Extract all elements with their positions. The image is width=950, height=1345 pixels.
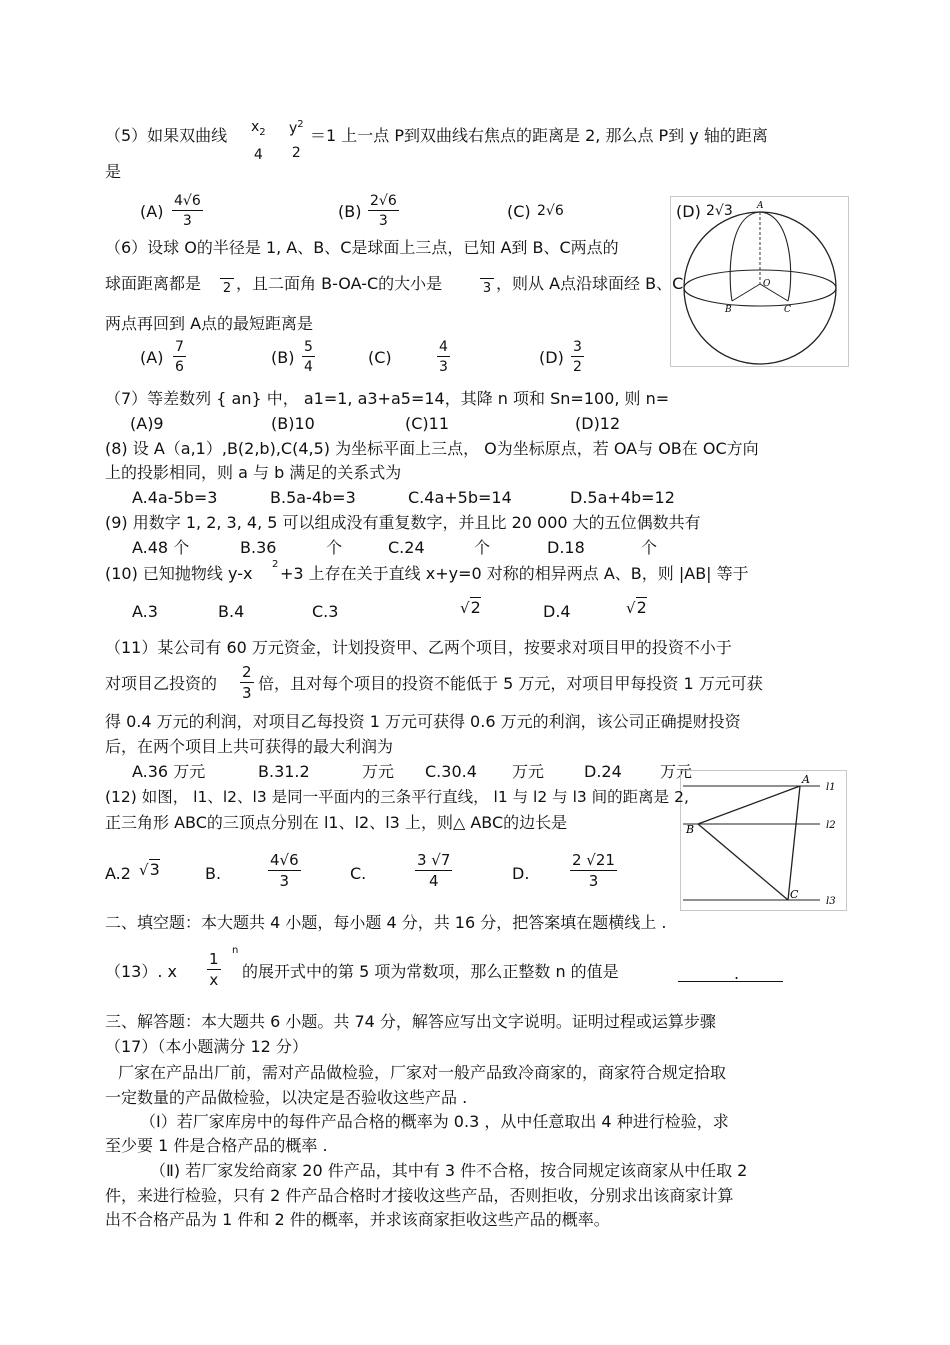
q9-option-a: A.48 个 bbox=[132, 538, 190, 557]
q11-option-b-unit: 万元 bbox=[362, 762, 395, 781]
q7-option-c: (C)11 bbox=[405, 414, 450, 433]
q6-line2b: ，且二面角 B-OA-C的大小是 bbox=[236, 274, 443, 293]
q5-option-d-value: 2√3 bbox=[706, 203, 733, 219]
sphere-equator bbox=[684, 270, 836, 306]
q9-option-b-unit: 个 bbox=[326, 538, 343, 557]
q5-frac-x-sub: 2 bbox=[259, 126, 266, 138]
q11-option-b: B.31.2 bbox=[258, 762, 310, 781]
q10-option-b: B.4 bbox=[218, 602, 245, 621]
label-b: B bbox=[725, 305, 732, 315]
q12-option-d-frac bbox=[570, 853, 617, 889]
q5-stem-a: （5）如果双曲线 bbox=[105, 126, 228, 145]
q9-option-c: C.24 bbox=[388, 538, 425, 557]
q5-option-d-label: (D) bbox=[676, 202, 701, 221]
q11-option-d-unit: 万元 bbox=[660, 762, 693, 781]
label-o: O bbox=[763, 279, 771, 289]
q10-option-c-radical: √2 bbox=[460, 598, 481, 617]
q5-stem-b: ＝1 上一点 P到双曲线右焦点的距离是 2, 那么点 P到 y 轴的距离 bbox=[310, 126, 768, 145]
q12-line2: 正三角形 ABC的三顶点分别在 l1、l2、l3 上，则△ ABC的边长是 bbox=[105, 813, 568, 832]
q13-sup: n bbox=[232, 945, 239, 956]
parallel-lines-figure bbox=[680, 770, 848, 912]
q11-line4: 后，在两个项目上共可获得的最大利润为 bbox=[105, 737, 394, 756]
q12-option-d-label: D. bbox=[512, 864, 530, 883]
q5-option-b-den: 3 bbox=[378, 213, 388, 229]
q12-option-d-den: 3 bbox=[588, 872, 599, 890]
q11-option-a: A.36 万元 bbox=[132, 762, 206, 781]
q13-frac-den: x bbox=[209, 971, 219, 989]
arc-ab bbox=[730, 212, 760, 301]
q8-line1: (8) 设 A（a,1）,B(2,b),C(4,5) 为坐标平面上三点， O为坐标原点，若 OA与 OB在 OC方向 bbox=[105, 439, 759, 458]
q5-frac-y bbox=[287, 120, 306, 160]
q6-line2c: ，则从 A点沿球面经 B、C bbox=[496, 274, 684, 293]
label-c: C bbox=[784, 305, 791, 315]
q13-text: 的展开式中的第 5 项为常数项，那么正整数 n 的值是 bbox=[242, 962, 619, 981]
q6-frac-pi3-den: 3 bbox=[482, 281, 492, 296]
q11-line3: 得 0.4 万元的利润，对项目乙每投资 1 万元可获得 0.6 万元的利润，该公司正确提财投资 bbox=[105, 712, 741, 731]
q5-option-a-frac bbox=[172, 194, 203, 228]
q13-frac bbox=[207, 952, 221, 988]
q10-option-c: C.3 bbox=[312, 602, 339, 621]
label-vertex-c: C bbox=[790, 888, 799, 901]
q12-option-d-num: 2 √21 bbox=[572, 851, 615, 869]
q11-option-c-unit: 万元 bbox=[512, 762, 545, 781]
side-ac bbox=[788, 786, 800, 900]
q6-line1: （6）设球 O的半径是 1, A、B、C是球面上三点，已知 A到 B、C两点的 bbox=[105, 238, 619, 257]
q5-stem-c: 是 bbox=[105, 162, 122, 181]
q5-option-b-label: (B) bbox=[338, 202, 362, 221]
q6-frac-pi3 bbox=[480, 270, 494, 295]
section2-heading: 二、填空题：本大题共 4 小题，每小题 4 分，共 16 分，把答案填在题横线上 . bbox=[105, 913, 667, 932]
q6-option-d-den: 2 bbox=[573, 359, 582, 375]
q7-stem: （7）等差数列 { an} 中， a1=1, a3+a5=14，其降 n 项和 Sn=100, 则 n= bbox=[105, 389, 670, 408]
sphere-figure bbox=[670, 196, 850, 368]
q5-option-a-num: 4√6 bbox=[174, 193, 201, 209]
q6-option-d-num: 3 bbox=[573, 339, 582, 355]
q11-line2b: 倍，且对每个项目的投资不能低于 5 万元，对项目甲每投资 1 万元可获 bbox=[258, 674, 763, 693]
q17-part2-line2: 件，来进行检验，只有 2 件产品合格时才接收这些产品，否则拒收，分别求出该商家计算 bbox=[105, 1186, 734, 1205]
q8-option-b: B.5a-4b=3 bbox=[270, 488, 356, 507]
q12-option-b-num: 4√6 bbox=[270, 851, 299, 869]
q6-frac-pi2 bbox=[220, 270, 234, 295]
q10-option-a: A.3 bbox=[132, 602, 158, 621]
q5-option-b-frac bbox=[368, 194, 399, 228]
q10-stem-a: (10) 已知抛物线 y-x bbox=[105, 564, 253, 583]
q5-frac-x bbox=[249, 120, 268, 162]
q8-option-c: C.4a+5b=14 bbox=[408, 488, 512, 507]
q12-option-a-radical: √3 bbox=[139, 860, 160, 879]
q17-line2: 一定数量的产品做检验，以决定是否验收这些产品 . bbox=[105, 1088, 468, 1107]
q5-option-c-value: 2√6 bbox=[537, 203, 564, 219]
section3-heading: 三、解答题：本大题共 6 小题。共 74 分，解答应写出文字说明。证明过程或运算步骤 bbox=[105, 1012, 716, 1031]
q6-option-b-frac bbox=[302, 340, 315, 374]
side-bc bbox=[698, 824, 788, 900]
q9-option-c-unit: 个 bbox=[474, 538, 491, 557]
q6-option-c-num: 4 bbox=[439, 339, 448, 355]
q6-option-a-den: 6 bbox=[175, 359, 184, 375]
q6-line3: 两点再回到 A点的最短距离是 bbox=[105, 314, 314, 333]
q7-option-a: (A)9 bbox=[130, 414, 164, 433]
q5-frac-y-num: y bbox=[289, 120, 298, 137]
sphere-figure-frame bbox=[671, 197, 849, 367]
q11-frac-num: 2 bbox=[242, 663, 252, 681]
q8-line2: 上的投影相同，则 a 与 b 满足的关系式为 bbox=[105, 463, 402, 482]
q10-option-d-radical: √2 bbox=[626, 598, 647, 617]
q17-part1-line1: （Ⅰ）若厂家库房中的每件产品合格的概率为 0.3 ，从中任意取出 4 种进行检验，求 bbox=[140, 1112, 729, 1131]
q5-frac-x-num: x bbox=[251, 119, 260, 135]
q5-frac-y-den: 2 bbox=[291, 144, 301, 161]
q9-option-b: B.36 bbox=[240, 538, 277, 557]
q10-option-d-radicand: 2 bbox=[636, 598, 647, 617]
q10-option-d: D.4 bbox=[543, 602, 571, 621]
q6-option-b-label: (B) bbox=[271, 348, 295, 367]
q7-option-d: (D)12 bbox=[575, 414, 621, 433]
q6-frac-pi2-den: 2 bbox=[222, 281, 232, 296]
q17-title: （17）（本小题满分 12 分） bbox=[105, 1037, 308, 1056]
q6-option-d-label: (D) bbox=[539, 348, 564, 367]
q11-option-c: C.30.4 bbox=[425, 762, 477, 781]
q12-option-b-den: 3 bbox=[279, 872, 290, 890]
label-l3: l3 bbox=[826, 896, 836, 907]
q11-option-d: D.24 bbox=[584, 762, 622, 781]
q10-stem-sup: 2 bbox=[272, 559, 279, 570]
q8-option-a: A.4a-5b=3 bbox=[132, 488, 218, 507]
q5-frac-y-sup: 2 bbox=[297, 119, 304, 130]
q13-answer-blank[interactable] bbox=[678, 980, 783, 982]
q10-option-c-radicand: 2 bbox=[470, 598, 481, 617]
segment-ob bbox=[732, 284, 760, 301]
q6-option-b-num: 5 bbox=[304, 339, 313, 355]
q12-option-b-label: B. bbox=[205, 864, 222, 883]
side-ab bbox=[698, 786, 800, 824]
q13-frac-num: 1 bbox=[209, 950, 219, 968]
q13-prefix: （13）. x bbox=[105, 962, 178, 981]
q12-option-b-frac bbox=[268, 853, 301, 889]
q6-line2a: 球面距离都是 bbox=[105, 274, 202, 293]
q6-option-d-frac bbox=[571, 340, 584, 374]
q6-option-c-den: 3 bbox=[439, 359, 448, 375]
q11-line1: （11）某公司有 60 万元资金，计划投资甲、乙两个项目，按要求对项目甲的投资不小于 bbox=[105, 638, 732, 657]
label-l1: l1 bbox=[826, 782, 836, 793]
q11-line2a: 对项目乙投资的 bbox=[105, 674, 218, 693]
q7-option-b: (B)10 bbox=[271, 414, 315, 433]
q11-frac-den: 3 bbox=[242, 684, 252, 702]
q12-option-c-num: 3 √7 bbox=[417, 851, 451, 869]
q5-option-a-label: (A) bbox=[140, 202, 164, 221]
q12-option-a-radicand: 3 bbox=[149, 860, 160, 879]
q6-option-c-frac bbox=[437, 340, 450, 374]
q6-option-a-label: (A) bbox=[140, 348, 164, 367]
q12-option-c-label: C. bbox=[350, 864, 367, 883]
q5-option-a-den: 3 bbox=[182, 213, 192, 229]
q12-option-a-label: A.2 bbox=[105, 864, 131, 883]
q6-option-a-num: 7 bbox=[175, 339, 184, 355]
label-a: A bbox=[757, 201, 764, 211]
q11-frac bbox=[240, 665, 254, 701]
q5-option-c-label: (C) bbox=[507, 202, 531, 221]
q17-part1-line2: 至少要 1 件是合格产品的概率 . bbox=[105, 1136, 328, 1155]
q10-stem-b: +3 上存在关于直线 x+y=0 对称的相异两点 A、B，则 |AB| 等于 bbox=[280, 564, 749, 583]
q17-part2-line3: 出不合格产品为 1 件和 2 件的概率，并求该商家拒收这些产品的概率。 bbox=[105, 1210, 610, 1229]
q13-dot: . bbox=[734, 964, 740, 983]
q12-option-c-den: 4 bbox=[428, 872, 439, 890]
q12-line1: (12) 如图， l1、l2、l3 是同一平面内的三条平行直线， l1 与 l2 与 l3 间的距离是 2, bbox=[105, 788, 689, 806]
q12-option-c-frac bbox=[415, 853, 452, 889]
q9-option-d-unit: 个 bbox=[641, 538, 658, 557]
q5-option-b-num: 2√6 bbox=[370, 193, 397, 209]
q9-stem: (9) 用数字 1, 2, 3, 4, 5 可以组成没有重复数字，并且比 20 000 大的五位偶数共有 bbox=[105, 513, 701, 532]
q5-frac-x-den: 4 bbox=[253, 146, 263, 163]
q8-option-d: D.5a+4b=12 bbox=[570, 488, 675, 507]
label-vertex-a: A bbox=[802, 773, 810, 786]
q17-line1: 厂家在产品出厂前，需对产品做检验，厂家对一般产品致冷商家的，商家符合规定拾取 bbox=[118, 1063, 727, 1082]
q6-option-a-frac bbox=[173, 340, 186, 374]
q6-option-b-den: 4 bbox=[304, 359, 313, 375]
q6-option-c-label: (C) bbox=[368, 348, 392, 367]
parallel-figure-frame bbox=[681, 771, 847, 911]
label-vertex-b: B bbox=[686, 823, 695, 836]
q17-part2-line1: （Ⅱ) 若厂家发给商家 20 件产品，其中有 3 件不合格，按合同规定该商家从中任取 2 bbox=[150, 1161, 748, 1180]
label-l2: l2 bbox=[826, 820, 836, 831]
q9-option-d: D.18 bbox=[547, 538, 585, 557]
